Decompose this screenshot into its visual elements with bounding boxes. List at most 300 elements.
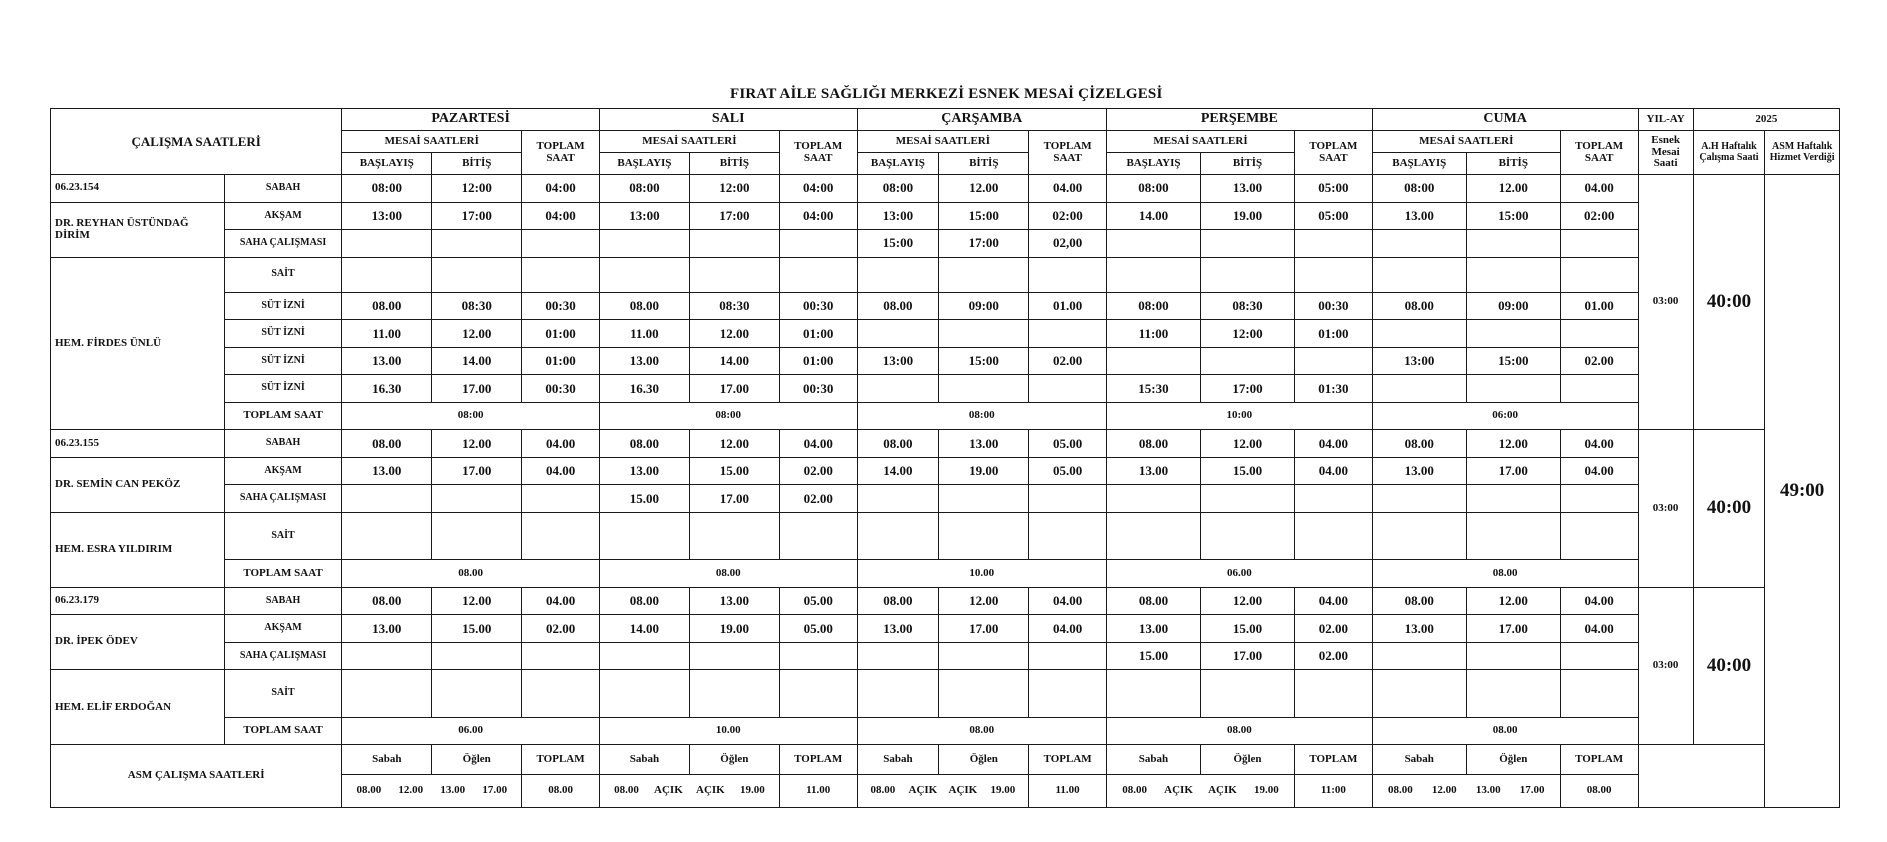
total-row-label: TOPLAM SAAT bbox=[224, 402, 342, 430]
time-cell bbox=[1466, 375, 1560, 403]
day-total: 08.00 bbox=[857, 717, 1106, 745]
time-cell: 08.00 bbox=[857, 292, 939, 320]
row-label: SAİT bbox=[224, 257, 342, 292]
time-cell bbox=[1466, 512, 1560, 560]
row-label: SAİT bbox=[224, 512, 342, 560]
time-cell bbox=[342, 670, 432, 718]
time-cell: 04.00 bbox=[1295, 457, 1373, 485]
day-total: 10.00 bbox=[857, 560, 1106, 588]
time-cell: 04.00 bbox=[1295, 430, 1373, 458]
time-cell bbox=[1372, 642, 1466, 670]
time-cell bbox=[522, 485, 600, 513]
footer-time: AÇIK bbox=[696, 784, 725, 797]
time-cell: 17:00 bbox=[432, 202, 522, 230]
time-cell: 11:00 bbox=[1106, 320, 1200, 348]
footer-time: 08.00 bbox=[614, 784, 639, 797]
day-header-tuesday: SALI bbox=[599, 109, 857, 131]
time-cell bbox=[1295, 257, 1373, 292]
time-cell: 12.00 bbox=[1466, 175, 1560, 203]
end-header: BİTİŞ bbox=[432, 153, 522, 175]
end-header: BİTİŞ bbox=[1200, 153, 1294, 175]
time-cell: 08:00 bbox=[1106, 175, 1200, 203]
noon-header: Öğlen bbox=[432, 745, 522, 775]
time-cell: 04:00 bbox=[779, 175, 857, 203]
time-cell: 02.00 bbox=[1029, 347, 1107, 375]
time-cell: 08.00 bbox=[857, 430, 939, 458]
time-cell: 13.00 bbox=[342, 615, 432, 643]
footer-total-header: TOPLAM bbox=[522, 745, 600, 775]
time-cell bbox=[1029, 512, 1107, 560]
day-total: 08.00 bbox=[1372, 717, 1638, 745]
time-cell: 15:30 bbox=[1106, 375, 1200, 403]
working-hours-header: ÇALIŞMA SAATLERİ bbox=[51, 109, 342, 175]
time-cell bbox=[1295, 670, 1373, 718]
row-label: SÜT İZNİ bbox=[224, 320, 342, 348]
day-total: 10:00 bbox=[1106, 402, 1372, 430]
time-cell bbox=[857, 670, 939, 718]
time-cell: 14.00 bbox=[1106, 202, 1200, 230]
doctor-name: DR. REYHAN ÜSTÜNDAĞ DİRİM bbox=[51, 202, 225, 257]
time-cell: 13.00 bbox=[689, 587, 779, 615]
time-cell bbox=[599, 670, 689, 718]
nurse-name: HEM. ELİF ERDOĞAN bbox=[51, 670, 225, 745]
time-cell: 13:00 bbox=[857, 347, 939, 375]
day-header-monday: PAZARTESİ bbox=[342, 109, 600, 131]
footer-time: 08.00 bbox=[356, 784, 382, 797]
time-cell bbox=[1372, 512, 1466, 560]
asm-weekly-total: 49:00 bbox=[1765, 175, 1840, 808]
morning-header: Sabah bbox=[342, 745, 432, 775]
weekly-hours-value: 40:00 bbox=[1693, 430, 1765, 588]
time-cell bbox=[779, 230, 857, 258]
time-cell: 04.00 bbox=[1029, 615, 1107, 643]
time-cell bbox=[1106, 512, 1200, 560]
time-cell bbox=[1466, 257, 1560, 292]
time-cell: 04:00 bbox=[779, 202, 857, 230]
time-cell: 08.00 bbox=[1106, 430, 1200, 458]
footer-time: AÇIK bbox=[908, 784, 938, 797]
time-cell: 13.00 bbox=[599, 347, 689, 375]
footer-time: AÇIK bbox=[948, 784, 978, 797]
time-cell: 15.00 bbox=[432, 615, 522, 643]
time-cell: 15.00 bbox=[1106, 642, 1200, 670]
asm-weekly-header: ASM Haftalık Hizmet Verdiği bbox=[1765, 131, 1840, 175]
time-cell: 04.00 bbox=[1560, 615, 1638, 643]
time-cell bbox=[432, 642, 522, 670]
time-cell bbox=[1560, 670, 1638, 718]
time-cell: 01.00 bbox=[1560, 292, 1638, 320]
time-cell bbox=[1372, 230, 1466, 258]
row-label: SÜT İZNİ bbox=[224, 292, 342, 320]
time-cell bbox=[1466, 230, 1560, 258]
day-total: 08.00 bbox=[1372, 560, 1638, 588]
time-cell: 12.00 bbox=[1466, 430, 1560, 458]
footer-total-header: TOPLAM bbox=[1029, 745, 1107, 775]
time-cell: 12.00 bbox=[432, 430, 522, 458]
time-cell bbox=[1106, 257, 1200, 292]
time-cell: 15.00 bbox=[1200, 457, 1294, 485]
time-cell bbox=[342, 230, 432, 258]
time-cell: 13.00 bbox=[1372, 457, 1466, 485]
time-cell bbox=[432, 512, 522, 560]
time-cell bbox=[599, 512, 689, 560]
time-cell bbox=[779, 257, 857, 292]
time-cell: 14.00 bbox=[599, 615, 689, 643]
time-cell: 12.00 bbox=[1200, 587, 1294, 615]
time-cell: 12.00 bbox=[689, 320, 779, 348]
footer-time: AÇIK bbox=[654, 784, 683, 797]
time-cell: 02.00 bbox=[779, 457, 857, 485]
time-cell bbox=[599, 230, 689, 258]
time-cell: 08.00 bbox=[1372, 292, 1466, 320]
time-cell: 08.00 bbox=[1372, 587, 1466, 615]
row-label: SABAH bbox=[224, 175, 342, 203]
footer-total-header: TOPLAM bbox=[779, 745, 857, 775]
time-cell bbox=[857, 642, 939, 670]
time-cell: 13:00 bbox=[599, 202, 689, 230]
time-cell bbox=[522, 512, 600, 560]
time-cell bbox=[1106, 230, 1200, 258]
footer-time: AÇIK bbox=[1208, 784, 1237, 797]
day-total: 06.00 bbox=[1106, 560, 1372, 588]
time-cell: 00:30 bbox=[779, 375, 857, 403]
time-cell: 05:00 bbox=[1295, 175, 1373, 203]
time-cell: 04.00 bbox=[1560, 430, 1638, 458]
time-cell bbox=[939, 512, 1029, 560]
time-cell: 04:00 bbox=[522, 175, 600, 203]
time-cell bbox=[857, 512, 939, 560]
time-cell bbox=[779, 642, 857, 670]
row-label: SÜT İZNİ bbox=[224, 375, 342, 403]
time-cell bbox=[1200, 230, 1294, 258]
day-total: 06:00 bbox=[1372, 402, 1638, 430]
time-cell bbox=[939, 485, 1029, 513]
time-cell: 13.00 bbox=[857, 615, 939, 643]
footer-time: 19.00 bbox=[1253, 784, 1279, 797]
time-cell: 00:30 bbox=[522, 375, 600, 403]
year-value: 2025 bbox=[1693, 109, 1839, 131]
time-cell bbox=[1106, 347, 1200, 375]
time-cell: 01:00 bbox=[779, 347, 857, 375]
time-cell: 13:00 bbox=[857, 202, 939, 230]
unit-code: 06.23.154 bbox=[51, 175, 225, 203]
footer-time: 12.00 bbox=[1431, 784, 1457, 797]
footer-total-header: TOPLAM bbox=[1295, 745, 1373, 775]
time-cell bbox=[1295, 347, 1373, 375]
time-cell bbox=[689, 512, 779, 560]
document-title: FIRAT AİLE SAĞLIĞI MERKEZİ ESNEK MESAİ ÇİZELGESİ bbox=[730, 86, 1163, 102]
time-cell: 15:00 bbox=[1466, 202, 1560, 230]
weekly-hours-value: 40:00 bbox=[1693, 587, 1765, 745]
time-cell bbox=[522, 257, 600, 292]
day-total: 10.00 bbox=[599, 717, 857, 745]
time-cell: 13:00 bbox=[342, 202, 432, 230]
time-cell: 13.00 bbox=[1200, 175, 1294, 203]
time-cell bbox=[1560, 257, 1638, 292]
time-cell: 01:00 bbox=[779, 320, 857, 348]
start-header: BAŞLAYIŞ bbox=[857, 153, 939, 175]
footer-time: 17.00 bbox=[482, 784, 508, 797]
time-cell: 08:30 bbox=[432, 292, 522, 320]
start-header: BAŞLAYIŞ bbox=[599, 153, 689, 175]
time-cell: 11.00 bbox=[342, 320, 432, 348]
time-cell: 15:00 bbox=[939, 347, 1029, 375]
time-cell bbox=[939, 320, 1029, 348]
time-cell: 13:00 bbox=[1372, 347, 1466, 375]
time-cell: 02:00 bbox=[1029, 202, 1107, 230]
time-cell bbox=[1029, 320, 1107, 348]
time-cell: 15.00 bbox=[1200, 615, 1294, 643]
time-cell: 15:00 bbox=[1466, 347, 1560, 375]
time-cell bbox=[342, 257, 432, 292]
office-hours-header: MESAİ SAATLERİ bbox=[342, 131, 522, 153]
time-cell bbox=[1560, 642, 1638, 670]
time-cell bbox=[522, 670, 600, 718]
row-label: AKŞAM bbox=[224, 615, 342, 643]
time-cell: 19.00 bbox=[939, 457, 1029, 485]
time-cell: 04.00 bbox=[1295, 587, 1373, 615]
total-hours-header: TOPLAM SAAT bbox=[1560, 131, 1638, 175]
time-cell bbox=[1029, 642, 1107, 670]
time-cell: 15.00 bbox=[689, 457, 779, 485]
time-cell: 09:00 bbox=[1466, 292, 1560, 320]
footer-time: 08.00 bbox=[870, 784, 896, 797]
time-cell bbox=[1295, 230, 1373, 258]
time-cell bbox=[1560, 375, 1638, 403]
footer-time: 13.00 bbox=[440, 784, 466, 797]
day-total: 08:00 bbox=[599, 402, 857, 430]
time-cell bbox=[857, 320, 939, 348]
flex-hours-header: Esnek Mesai Saati bbox=[1638, 131, 1693, 175]
time-cell: 13.00 bbox=[1372, 202, 1466, 230]
time-cell: 11.00 bbox=[599, 320, 689, 348]
time-cell: 08.00 bbox=[342, 430, 432, 458]
time-cell: 05.00 bbox=[1029, 457, 1107, 485]
end-header: BİTİŞ bbox=[939, 153, 1029, 175]
footer-day-hours bbox=[599, 775, 779, 808]
time-cell bbox=[1372, 485, 1466, 513]
time-cell: 14.00 bbox=[689, 347, 779, 375]
time-cell bbox=[342, 642, 432, 670]
footer-total-header: TOPLAM bbox=[1560, 745, 1638, 775]
time-cell: 12:00 bbox=[1200, 320, 1294, 348]
time-cell: 02,00 bbox=[1029, 230, 1107, 258]
time-cell: 05.00 bbox=[779, 615, 857, 643]
morning-header: Sabah bbox=[857, 745, 939, 775]
nurse-name: HEM. ESRA YILDIRIM bbox=[51, 512, 225, 587]
time-cell bbox=[432, 257, 522, 292]
row-label: SABAH bbox=[224, 587, 342, 615]
footer-day-total: 08.00 bbox=[1560, 775, 1638, 808]
time-cell: 13.00 bbox=[342, 347, 432, 375]
time-cell: 01:00 bbox=[1295, 320, 1373, 348]
time-cell: 09:00 bbox=[939, 292, 1029, 320]
time-cell bbox=[1372, 375, 1466, 403]
row-label: SAHA ÇALIŞMASI bbox=[224, 485, 342, 513]
day-total: 06.00 bbox=[342, 717, 600, 745]
time-cell: 12.00 bbox=[939, 175, 1029, 203]
time-cell: 02.00 bbox=[1295, 642, 1373, 670]
time-cell: 13.00 bbox=[1106, 615, 1200, 643]
time-cell: 17:00 bbox=[689, 202, 779, 230]
time-cell: 17:00 bbox=[939, 230, 1029, 258]
time-cell bbox=[939, 642, 1029, 670]
time-cell: 08.00 bbox=[342, 292, 432, 320]
time-cell bbox=[1372, 257, 1466, 292]
flex-hours-value: 03:00 bbox=[1638, 430, 1693, 588]
time-cell: 04.00 bbox=[522, 430, 600, 458]
time-cell: 12.00 bbox=[1466, 587, 1560, 615]
time-cell: 01:00 bbox=[522, 347, 600, 375]
time-cell bbox=[689, 642, 779, 670]
time-cell: 08:30 bbox=[1200, 292, 1294, 320]
time-cell bbox=[857, 485, 939, 513]
footer-time: 19.00 bbox=[739, 784, 765, 797]
day-total: 08.00 bbox=[599, 560, 857, 588]
time-cell: 04.00 bbox=[1560, 587, 1638, 615]
time-cell bbox=[1106, 670, 1200, 718]
doctor-name: DR. SEMİN CAN PEKÖZ bbox=[51, 457, 225, 512]
noon-header: Öğlen bbox=[1466, 745, 1560, 775]
time-cell bbox=[1560, 485, 1638, 513]
time-cell: 04.00 bbox=[522, 587, 600, 615]
time-cell: 19.00 bbox=[1200, 202, 1294, 230]
time-cell: 08.00 bbox=[599, 430, 689, 458]
time-cell bbox=[432, 230, 522, 258]
time-cell: 04.00 bbox=[1560, 175, 1638, 203]
total-row-label: TOPLAM SAAT bbox=[224, 717, 342, 745]
noon-header: Öğlen bbox=[689, 745, 779, 775]
row-label: SAHA ÇALIŞMASI bbox=[224, 230, 342, 258]
time-cell bbox=[522, 230, 600, 258]
unit-code: 06.23.179 bbox=[51, 587, 225, 615]
time-cell: 14.00 bbox=[432, 347, 522, 375]
footer-day-hours bbox=[342, 775, 522, 808]
time-cell bbox=[779, 670, 857, 718]
morning-header: Sabah bbox=[1106, 745, 1200, 775]
total-row-label: TOPLAM SAAT bbox=[224, 560, 342, 588]
noon-header: Öğlen bbox=[939, 745, 1029, 775]
start-header: BAŞLAYIŞ bbox=[342, 153, 432, 175]
time-cell: 02.00 bbox=[1560, 347, 1638, 375]
footer-day-hours bbox=[857, 775, 1029, 808]
time-cell bbox=[1106, 485, 1200, 513]
time-cell bbox=[1029, 375, 1107, 403]
day-header-thursday: PERŞEMBE bbox=[1106, 109, 1372, 131]
time-cell: 12.00 bbox=[432, 320, 522, 348]
time-cell: 04:00 bbox=[522, 202, 600, 230]
time-cell: 04.00 bbox=[1029, 175, 1107, 203]
footer-day-total: 11.00 bbox=[779, 775, 857, 808]
time-cell: 19.00 bbox=[689, 615, 779, 643]
row-label: SÜT İZNİ bbox=[224, 347, 342, 375]
office-hours-header: MESAİ SAATLERİ bbox=[599, 131, 779, 153]
footer-blank bbox=[1638, 745, 1765, 808]
noon-header: Öğlen bbox=[1200, 745, 1294, 775]
time-cell bbox=[1466, 320, 1560, 348]
time-cell bbox=[342, 485, 432, 513]
time-cell bbox=[1200, 347, 1294, 375]
time-cell bbox=[939, 257, 1029, 292]
time-cell bbox=[1372, 670, 1466, 718]
time-cell bbox=[432, 485, 522, 513]
time-cell: 17.00 bbox=[432, 457, 522, 485]
end-header: BİTİŞ bbox=[1466, 153, 1560, 175]
time-cell: 02:00 bbox=[1560, 202, 1638, 230]
time-cell: 08:30 bbox=[689, 292, 779, 320]
year-month-label: YIL-AY bbox=[1638, 109, 1693, 131]
footer-time: 12.00 bbox=[398, 784, 424, 797]
time-cell: 04.00 bbox=[1560, 457, 1638, 485]
footer-day-total: 08.00 bbox=[522, 775, 600, 808]
footer-time: 08.00 bbox=[1122, 784, 1147, 797]
total-hours-header: TOPLAM SAAT bbox=[1029, 131, 1107, 175]
time-cell: 04.00 bbox=[1029, 587, 1107, 615]
time-cell: 16.30 bbox=[599, 375, 689, 403]
time-cell: 13.00 bbox=[939, 430, 1029, 458]
start-header: BAŞLAYIŞ bbox=[1106, 153, 1200, 175]
end-header: BİTİŞ bbox=[689, 153, 779, 175]
asm-hours-label: ASM ÇALIŞMA SAATLERİ bbox=[51, 745, 342, 808]
footer-time: 13.00 bbox=[1475, 784, 1501, 797]
time-cell: 02.00 bbox=[779, 485, 857, 513]
time-cell bbox=[857, 375, 939, 403]
time-cell: 05.00 bbox=[779, 587, 857, 615]
schedule-table bbox=[50, 108, 1840, 808]
time-cell: 17.00 bbox=[689, 485, 779, 513]
time-cell bbox=[857, 257, 939, 292]
time-cell: 15:00 bbox=[939, 202, 1029, 230]
morning-header: Sabah bbox=[1372, 745, 1466, 775]
day-total: 08:00 bbox=[342, 402, 600, 430]
time-cell: 13.00 bbox=[1106, 457, 1200, 485]
time-cell: 13.00 bbox=[599, 457, 689, 485]
time-cell bbox=[1295, 512, 1373, 560]
time-cell bbox=[1466, 670, 1560, 718]
time-cell: 05.00 bbox=[1029, 430, 1107, 458]
time-cell: 08:00 bbox=[1372, 175, 1466, 203]
time-cell bbox=[522, 642, 600, 670]
time-cell: 13.00 bbox=[1372, 615, 1466, 643]
time-cell bbox=[1466, 485, 1560, 513]
footer-time: 19.00 bbox=[990, 784, 1016, 797]
time-cell bbox=[432, 670, 522, 718]
total-hours-header: TOPLAM SAAT bbox=[1295, 131, 1373, 175]
day-total: 08.00 bbox=[342, 560, 600, 588]
weekly-hours-header: A.H Haftalık Çalışma Saati bbox=[1693, 131, 1765, 175]
time-cell bbox=[939, 375, 1029, 403]
time-cell: 05:00 bbox=[1295, 202, 1373, 230]
time-cell bbox=[1200, 670, 1294, 718]
morning-header: Sabah bbox=[599, 745, 689, 775]
time-cell: 08.00 bbox=[599, 587, 689, 615]
day-header-friday: CUMA bbox=[1372, 109, 1638, 131]
time-cell bbox=[1466, 642, 1560, 670]
time-cell: 00:30 bbox=[522, 292, 600, 320]
row-label: AKŞAM bbox=[224, 457, 342, 485]
row-label: SABAH bbox=[224, 430, 342, 458]
time-cell bbox=[1560, 512, 1638, 560]
time-cell: 12.00 bbox=[1200, 430, 1294, 458]
time-cell: 01:00 bbox=[522, 320, 600, 348]
time-cell: 00:30 bbox=[1295, 292, 1373, 320]
time-cell: 08.00 bbox=[1106, 587, 1200, 615]
time-cell: 08:00 bbox=[342, 175, 432, 203]
time-cell: 16.30 bbox=[342, 375, 432, 403]
time-cell: 02.00 bbox=[522, 615, 600, 643]
time-cell bbox=[1029, 670, 1107, 718]
time-cell bbox=[1200, 257, 1294, 292]
